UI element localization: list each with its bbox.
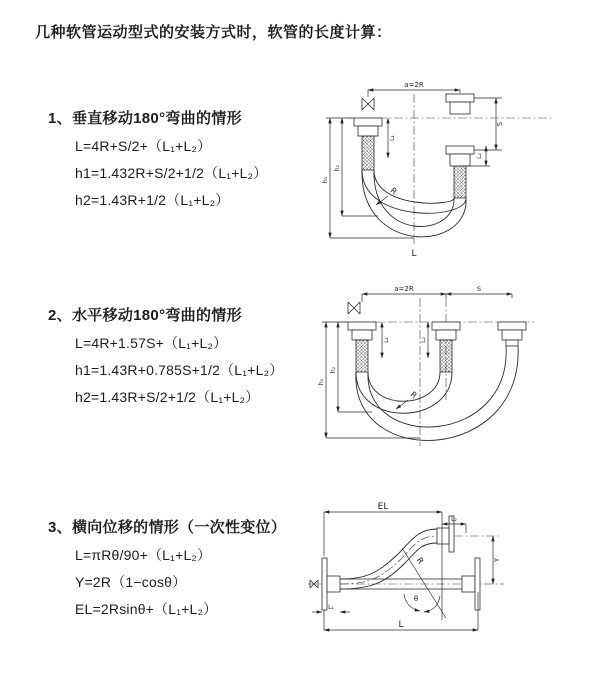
dim-label-r: R	[408, 389, 419, 401]
dim-label-l1: L₁	[383, 337, 390, 343]
diagram-horizontal-180	[316, 280, 590, 458]
dim-label-l1: L₁	[328, 604, 334, 611]
dimension-l1	[388, 118, 396, 158]
right-flange	[498, 322, 526, 346]
diagram-lateral-displacement	[306, 500, 512, 650]
section-1-heading: 1、垂直移动180°弯曲的情形	[48, 110, 242, 127]
right-flange	[462, 558, 480, 610]
left-flange	[322, 558, 340, 610]
dim-label-theta: θ	[413, 595, 419, 603]
dim-label-l: L	[398, 620, 404, 630]
dim-label-l: L	[411, 249, 417, 259]
dim-label-r: R	[414, 555, 426, 566]
dim-label-l2: L₂	[420, 337, 427, 343]
diagram-vertical-180	[318, 74, 590, 260]
dim-label-l2: L₂	[451, 516, 457, 523]
radius-callout	[415, 556, 426, 566]
formula-line: EL=2Rsinθ+（L₁+L₂）	[75, 601, 218, 617]
dimension-s	[474, 98, 504, 150]
right-flange-upper	[446, 94, 474, 114]
dimension-l2	[420, 322, 428, 358]
dim-label-h1: h₁	[318, 378, 325, 386]
dim-label-el: EL	[377, 502, 389, 512]
dimension-l1	[312, 604, 350, 612]
left-flange	[348, 322, 376, 372]
dimension-y	[493, 536, 501, 584]
dim-label-h1: h₁	[322, 176, 329, 184]
dim-label-h2: h₂	[334, 164, 341, 172]
formula-line: L=πRθ/90+（L₁+L₂）	[75, 547, 212, 563]
formula-line: Y=2R（1−cosθ）	[75, 574, 187, 590]
left-flange	[354, 118, 382, 170]
dim-label-a2r: a=2R	[394, 285, 414, 293]
dimension-s	[446, 285, 512, 294]
right-flange-lower	[446, 146, 474, 198]
dimension-l	[324, 592, 478, 630]
section-2-formulas	[75, 330, 283, 411]
page-title: 几种软管运动型式的安装方式时，软管的长度计算：	[35, 24, 392, 41]
middle-flange	[432, 322, 460, 372]
dim-label-s: S	[496, 121, 504, 127]
dim-label-l2: L₂	[476, 153, 483, 159]
section-3-formulas	[75, 542, 217, 623]
section-2-heading: 2、水平移动180°弯曲的情形	[48, 307, 242, 324]
dimension-l1	[382, 322, 390, 358]
dim-label-h2: h₂	[330, 366, 337, 374]
section-3-heading: 3、横向位移的情形（一次性变位）	[48, 519, 287, 536]
dim-label-a2r: a=2R	[404, 81, 424, 89]
formula-line: h2=1.43R+1/2（L₁+L₂）	[75, 192, 230, 208]
radius-callout	[376, 186, 399, 205]
dimension-span	[362, 285, 512, 302]
dim-label-y: Y	[493, 557, 501, 563]
section-1-formulas	[75, 133, 267, 214]
formula-line: h1=1.43R+0.785S+1/2（L₁+L₂）	[75, 362, 284, 378]
valve-icon	[348, 302, 360, 314]
formula-line: L=4R+1.57S+（L₁+L₂）	[75, 335, 228, 351]
centerlines	[340, 298, 534, 446]
formula-line: h2=1.43R+S/2+1/2（L₁+L₂）	[75, 389, 260, 405]
formula-line: h1=1.432R+S/2+1/2（L₁+L₂）	[75, 165, 268, 181]
valve-icon	[362, 98, 374, 110]
centerlines	[346, 94, 552, 244]
formula-line: L=4R+S/2+（L₁+L₂）	[75, 138, 212, 154]
dim-label-r: R	[388, 185, 399, 197]
hose-curves	[356, 346, 518, 440]
dim-label-l1: L₁	[389, 135, 396, 141]
dim-label-s: S	[476, 285, 482, 293]
